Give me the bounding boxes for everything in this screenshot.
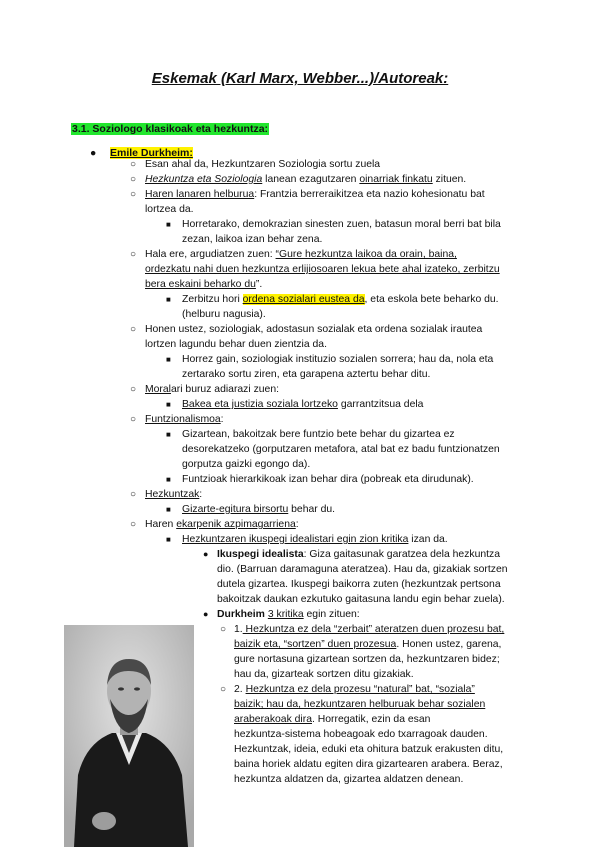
square-bullet-icon: ■: [166, 295, 171, 304]
list-item: [234, 682, 475, 697]
item-text: zezan, laikoa izan behar zena.: [182, 234, 323, 245]
list-item: [145, 487, 202, 502]
item-text: Haren: [145, 519, 177, 530]
list-item: [182, 502, 335, 517]
item-text: ekarpenik azpimagarriena: [176, 519, 296, 530]
circle-bullet-icon: ○: [130, 489, 137, 500]
item-text: Zerbitzu hori: [182, 294, 243, 305]
item-text: Moral: [145, 384, 171, 395]
portrait-illustration: [64, 625, 194, 847]
term-label: Durkheim: [217, 609, 265, 620]
list-item: [145, 187, 485, 202]
item-text: Funtzioak hierarkikoak izan behar dira (pobreak eta dirudunak).: [182, 474, 474, 485]
list-item: [234, 637, 501, 652]
quote-text: ordezkatu nahi duen hezkuntza erlijiosoaren lekua bete ahal izateko, zerbitzu: [145, 264, 500, 275]
list-item: [145, 382, 279, 397]
square-bullet-icon: ■: [166, 400, 171, 409]
list-item: [182, 532, 448, 547]
term-label: Ikuspegi idealista: [217, 549, 304, 560]
item-text: izan da.: [408, 534, 448, 545]
item-text: Hezkuntzak, ideia, eduki eta ohitura batzuk erakusten ditu,: [234, 744, 504, 755]
square-bullet-icon: ■: [166, 355, 171, 364]
item-text: baizik; hau da, hezkuntzaren helburuak behar sozialen: [234, 699, 486, 710]
item-text: :: [220, 414, 224, 425]
circle-bullet-icon: ○: [130, 324, 137, 335]
item-text: Bakea eta justizia soziala lortzeko: [182, 399, 338, 410]
item-text: : Giza gaitasunak garatzea dela hezkuntza: [303, 549, 501, 560]
item-text: ”.: [255, 279, 263, 290]
item-text: 2.: [234, 684, 246, 695]
bullet-dot-icon: ●: [203, 609, 209, 619]
item-text: baizik eta, “sortzen” duen prozesua: [234, 639, 397, 650]
section-heading: 3.1. Soziologo klasikoak eta hezkuntza:: [72, 123, 269, 135]
item-text: Hala ere, argudiatzen zuen:: [145, 249, 276, 260]
list-item: [217, 547, 500, 562]
item-text: : Frantzia berreraikitzea eta nazio kohesionatu bat: [254, 189, 485, 200]
item-text: . Horregatik, ezin da esan: [311, 714, 431, 725]
item-text: oinarriak finkatu: [359, 174, 433, 185]
item-text: Hezkuntzaren ikuspegi idealistari egin zion kritika: [182, 534, 409, 545]
quote-text: “Gure hezkuntza laikoa da orain, baina,: [275, 249, 457, 260]
circle-bullet-icon: ○: [130, 159, 137, 170]
item-text: Hezkuntza ez dela “zerbait” ateratzen duen prozesu bat,: [242, 624, 505, 635]
item-text: Gizartean, bakoitzak bere funtzio bete behar du gizartea ez: [182, 429, 455, 440]
square-bullet-icon: ■: [166, 220, 171, 229]
item-text: araberakoak dira: [234, 714, 312, 725]
item-text: bakoitzak daukan ezkutuko gaitasuna landu egin behar zuela).: [217, 594, 505, 605]
item-text: zituen.: [432, 174, 467, 185]
item-text: lanean ezagutzaren: [262, 174, 360, 185]
item-text: egin zituen:: [303, 609, 360, 620]
item-text: Hezkuntzak: [145, 489, 200, 500]
square-bullet-icon: ■: [166, 505, 171, 514]
item-text: behar du.: [288, 504, 336, 515]
item-text: 1.: [234, 624, 243, 635]
list-item: [145, 517, 299, 532]
circle-bullet-icon: ○: [130, 189, 137, 200]
item-text: Honen ustez, soziologiak, adostasun sozialak eta ordena sozialak irautea: [145, 324, 483, 335]
item-text: desorekatzeko (gorputzaren metafora, atal bat ez badu funtzionatzen: [182, 444, 500, 455]
item-text: garrantzitsua dela: [337, 399, 424, 410]
list-item: [145, 412, 224, 427]
list-item: [145, 172, 466, 187]
highlighted-text: ordena sozialari eustea da: [242, 294, 365, 305]
list-item: [182, 397, 423, 412]
item-text: :: [199, 489, 203, 500]
square-bullet-icon: ■: [166, 430, 171, 439]
item-text: Horrez gain, soziologiak instituzio sozialen sorrera; hau da, nola eta: [182, 354, 494, 365]
item-text: lortzea da.: [145, 204, 194, 215]
item-text: hau da, gizarteak sortzen ditu gizakiak.: [234, 669, 414, 680]
item-text: baina horiek aldatu egiten dira gizartearen arabera. Beraz,: [234, 759, 503, 770]
list-item: [217, 607, 360, 622]
author-name: Emile Durkheim:: [110, 147, 193, 159]
book-title: Hezkuntza eta Soziologia: [145, 174, 263, 185]
square-bullet-icon: ■: [166, 535, 171, 544]
item-text: lortzen lagundu behar duen zientzia da.: [145, 339, 327, 350]
list-item: [234, 622, 504, 637]
list-item: [145, 157, 380, 172]
item-text: hezkuntza-sistema hobeagoak edo txarragoak dauden.: [234, 729, 488, 740]
list-item: [182, 292, 499, 307]
item-text: dutela gizartea. Ikuspegi baikorra zuten (hezkuntzak pertsona: [217, 579, 501, 590]
circle-bullet-icon: ○: [130, 174, 137, 185]
item-text: gorputza gaizki egongo da).: [182, 459, 311, 470]
circle-bullet-icon: ○: [220, 684, 227, 695]
item-text: Funtzionalismoa: [145, 414, 221, 425]
item-text: gure nortasuna gizartean sortzen da, hezkuntzaren bidez;: [234, 654, 500, 665]
item-text: Hezkuntza ez dela prozesu “natural” bat, “soziala”: [245, 684, 475, 695]
item-text: , eta eskola bete beharko du.: [364, 294, 499, 305]
item-text: . Honen ustez, garena,: [396, 639, 502, 650]
square-bullet-icon: ■: [166, 475, 171, 484]
item-text: :: [295, 519, 299, 530]
bullet-dot-icon: ●: [203, 549, 209, 559]
item-text: ari buruz adiarazi zuen:: [170, 384, 279, 395]
item-text: (helburu nagusia).: [182, 309, 266, 320]
item-text: hezkuntza aldatzen da, gizartea aldatzen denean.: [234, 774, 464, 785]
item-text: Horretarako, demokrazian sinesten zuen, batasun moral berri bat bila: [182, 219, 501, 230]
item-text: Gizarte-egitura birsortu: [182, 504, 289, 515]
circle-bullet-icon: ○: [130, 414, 137, 425]
list-item: [145, 247, 457, 262]
bullet-dot-icon: ●: [90, 147, 97, 159]
item-text: Esan ahal da, Hezkuntzaren Soziologia sortu zuela: [145, 159, 381, 170]
quote-text: bera eskaini beharko du: [145, 279, 256, 290]
quote-text: [145, 277, 262, 292]
item-text: dio. (Barruan daramaguna ateratzea). Hau da, gizakiak sortzen: [217, 564, 508, 575]
circle-bullet-icon: ○: [130, 519, 137, 530]
item-text: Haren lanaren helburua: [145, 189, 255, 200]
circle-bullet-icon: ○: [220, 624, 227, 635]
circle-bullet-icon: ○: [130, 249, 137, 260]
page-title: Eskemak (Karl Marx, Webber...)/Autoreak:: [151, 70, 449, 87]
circle-bullet-icon: ○: [130, 384, 137, 395]
item-text: 3 kritika: [267, 609, 304, 620]
list-item: [234, 712, 430, 727]
item-text: zertarako sortu ziren, eta garapena aztertu behar ditu.: [182, 369, 431, 380]
portrait-photo: [64, 625, 194, 847]
